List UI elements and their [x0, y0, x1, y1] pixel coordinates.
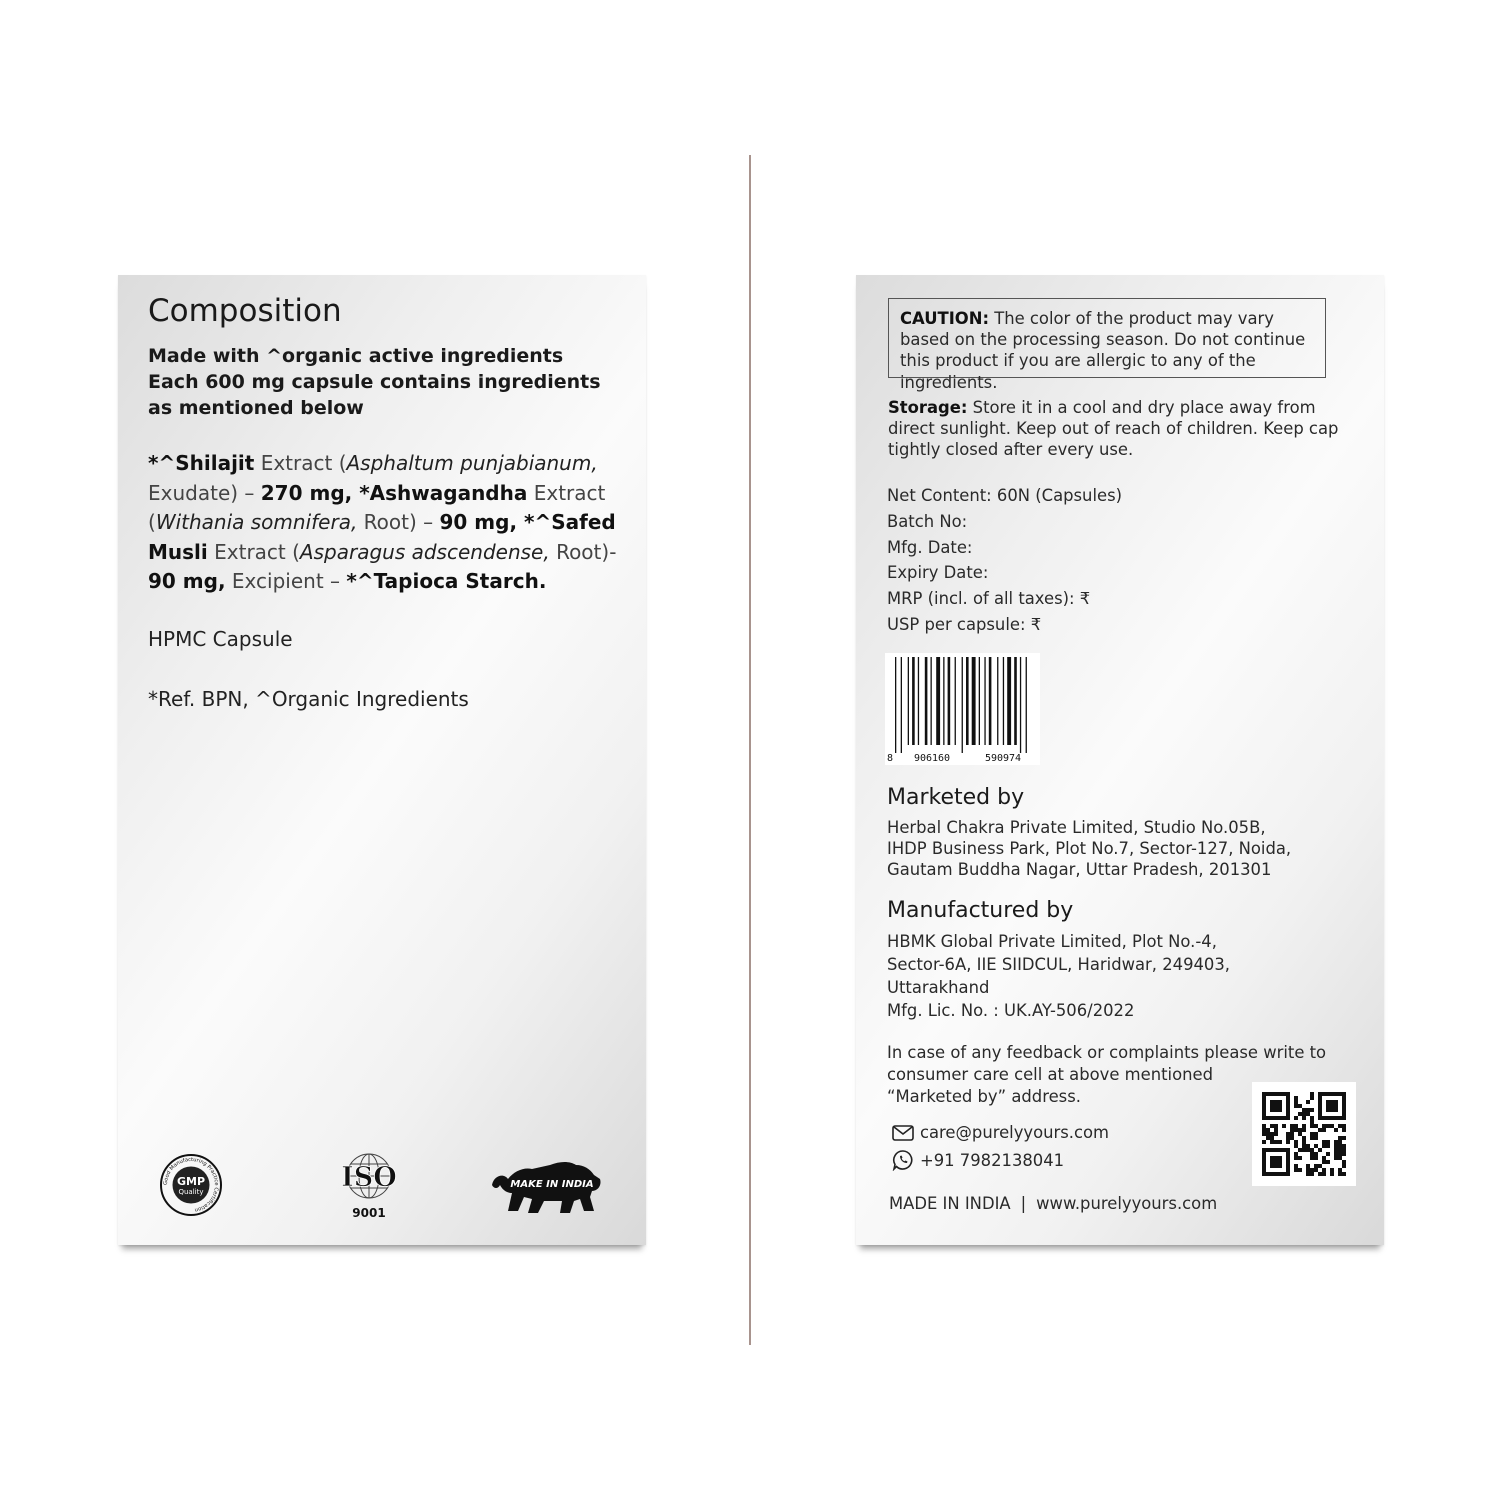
qr-module	[1322, 1156, 1326, 1160]
email-text[interactable]: care@purelyyours.com	[920, 1123, 1110, 1142]
safed-musli-dose: 90 mg,	[148, 569, 226, 594]
qr-module	[1326, 1140, 1330, 1144]
composition-subtitle	[148, 343, 628, 421]
storage-body: Store it in a cool and dry place away from direct sunlight. Keep out of reach of children. Keep cap tightly closed after every use.	[888, 398, 1339, 460]
qr-module	[1318, 1172, 1322, 1176]
manufactured-by-address	[887, 930, 1347, 1022]
qr-module	[1314, 1132, 1318, 1136]
qr-finder	[1318, 1092, 1322, 1120]
barcode-bar	[972, 657, 976, 745]
qr-module	[1310, 1108, 1314, 1112]
qr-module	[1322, 1144, 1326, 1148]
barcode-digit-first: 8	[887, 753, 894, 764]
qr-module	[1294, 1164, 1298, 1168]
qr-module	[1262, 1128, 1266, 1132]
qr-module	[1330, 1172, 1334, 1176]
barcode-bar	[925, 657, 928, 745]
barcode-bar	[895, 657, 896, 753]
qr-module	[1282, 1124, 1286, 1128]
qr-module	[1334, 1140, 1338, 1144]
qr-module	[1326, 1160, 1330, 1164]
caution-box	[888, 298, 1326, 392]
barcode-bar	[912, 657, 915, 745]
qr-module	[1314, 1164, 1318, 1168]
qr-module	[1294, 1128, 1298, 1132]
qr-module	[1294, 1096, 1298, 1100]
iso-text: ISO	[341, 1162, 397, 1193]
qr-module	[1342, 1136, 1346, 1140]
barcode-bar	[936, 657, 940, 745]
qr-module	[1262, 1132, 1266, 1136]
barcode-bar	[997, 657, 998, 745]
safed-musli-latin: Asparagus adscendense,	[299, 539, 550, 564]
qr-module	[1310, 1132, 1314, 1136]
qr-module	[1334, 1128, 1338, 1132]
qr-module	[1330, 1124, 1334, 1128]
qr-module	[1266, 1128, 1270, 1132]
safed-musli-extract: Extract (	[207, 539, 300, 564]
qr-module	[1274, 1140, 1278, 1144]
qr-module	[1286, 1136, 1290, 1140]
qr-module	[1298, 1168, 1302, 1172]
qr-module	[1342, 1152, 1346, 1156]
ashwagandha-extract: Extract (	[148, 480, 606, 535]
safed-musli-part: Root)-	[549, 539, 617, 564]
batch-no: Batch No:	[887, 511, 968, 531]
feedback-line: In case of any feedback or complaints please write to	[887, 1043, 1327, 1062]
qr-module	[1338, 1136, 1342, 1140]
address-line: Gautam Buddha Nagar, Uttar Pradesh, 201301	[887, 860, 1272, 880]
qr-module	[1278, 1140, 1282, 1144]
qr-module	[1298, 1156, 1302, 1160]
qr-module	[1294, 1104, 1298, 1108]
gmp-quality-text: Quality	[178, 1188, 204, 1196]
phone-text[interactable]: +91 7982138041	[920, 1150, 1065, 1170]
mfg-license: Mfg. Lic. No. : UK.AY-506/2022	[887, 1001, 1135, 1020]
qr-module	[1302, 1148, 1306, 1152]
made-in-india-text: MADE IN INDIA	[889, 1194, 1011, 1213]
qr-module	[1286, 1140, 1290, 1144]
barcode-bar	[943, 657, 944, 745]
shilajit-dose: 270 mg,	[260, 480, 353, 505]
qr-module	[1302, 1128, 1306, 1132]
qr-module	[1274, 1124, 1278, 1128]
shilajit-latin: Asphaltum punjabianum,	[346, 451, 598, 475]
email-contact[interactable]	[892, 1123, 1109, 1142]
qr-module	[1322, 1140, 1326, 1144]
caution-label: CAUTION:	[900, 309, 990, 328]
qr-finder	[1318, 1092, 1346, 1096]
qr-module	[1306, 1112, 1310, 1116]
qr-finder	[1342, 1092, 1346, 1120]
qr-module	[1294, 1140, 1298, 1144]
qr-module	[1294, 1116, 1298, 1120]
qr-module	[1306, 1108, 1310, 1112]
address-line: HBMK Global Private Limited, Plot No.-4,	[887, 932, 1217, 951]
net-content: Net Content: 60N (Capsules)	[887, 486, 1123, 505]
phone-contact[interactable]	[892, 1149, 1064, 1171]
qr-module	[1270, 1132, 1274, 1136]
excipient-label: Excipient –	[225, 569, 347, 594]
qr-module	[1318, 1128, 1322, 1132]
qr-module	[1262, 1124, 1266, 1128]
qr-module	[1338, 1172, 1342, 1176]
ingredients-text	[148, 449, 618, 597]
footnote: *Ref. BPN, ^Organic Ingredients	[148, 687, 469, 711]
ashwagandha-latin: Withania somnifera,	[155, 510, 358, 535]
mail-icon	[892, 1125, 914, 1141]
qr-module	[1334, 1144, 1338, 1148]
barcode-bar	[984, 657, 985, 745]
gmp-ring-text: Good Manufacturing Practice Certification	[162, 1156, 220, 1213]
shilajit-name: Shilajit	[175, 451, 255, 475]
barcode-bar	[918, 657, 919, 745]
qr-module	[1342, 1160, 1346, 1164]
qr-module	[1298, 1148, 1302, 1152]
address-line: Herbal Chakra Private Limited, Studio No.05B,	[887, 818, 1266, 837]
barcode-bar	[962, 657, 963, 753]
qr-module	[1294, 1156, 1298, 1160]
shilajit-part: Exudate) –	[148, 480, 261, 505]
qr-finder	[1270, 1100, 1282, 1112]
manufactured-by-title: Manufactured by	[887, 898, 1074, 923]
mrp: MRP (incl. of all taxes): ₹	[887, 589, 1091, 609]
qr-module	[1306, 1164, 1310, 1168]
qr-module	[1270, 1136, 1274, 1140]
qr-module	[1310, 1168, 1314, 1172]
usp-per-capsule: USP per capsule: ₹	[887, 614, 1042, 634]
feedback-line: consumer care cell at above mentioned	[887, 1065, 1213, 1084]
qr-module	[1338, 1168, 1342, 1172]
barcode-bar	[1007, 657, 1011, 745]
barcode-bar	[966, 657, 969, 745]
qr-module	[1310, 1152, 1314, 1156]
shilajit-prefix: *^	[148, 451, 176, 475]
composition-panel	[118, 275, 646, 1245]
composition-title: Composition	[148, 293, 342, 329]
address-line: Uttarakhand	[887, 978, 990, 997]
qr-module	[1310, 1116, 1314, 1120]
barcode-bar	[1026, 657, 1027, 753]
qr-module	[1314, 1168, 1318, 1172]
qr-module	[1334, 1148, 1338, 1152]
barcode-bar	[1014, 657, 1017, 745]
ashwagandha-name: *Ashwagandha	[352, 480, 528, 505]
qr-module	[1334, 1156, 1338, 1160]
qr-module	[1342, 1172, 1346, 1176]
qr-module	[1298, 1104, 1302, 1108]
iso-number: 9001	[352, 1206, 386, 1220]
qr-module	[1270, 1124, 1274, 1128]
qr-module	[1338, 1156, 1342, 1160]
storage-text	[888, 397, 1358, 461]
barcode-bar	[979, 657, 980, 745]
marketed-by-title: Marketed by	[887, 785, 1025, 810]
qr-module	[1322, 1128, 1326, 1132]
address-line: Sector-6A, IIE SIIDCUL, Haridwar, 249403,	[887, 955, 1230, 974]
qr-module	[1314, 1124, 1318, 1128]
barcode-bar	[908, 657, 909, 745]
qr-module	[1302, 1116, 1306, 1120]
barcode-bar	[948, 657, 951, 745]
qr-module	[1302, 1124, 1306, 1128]
qr-module	[1286, 1132, 1290, 1136]
qr-module	[1298, 1128, 1302, 1132]
qr-module	[1302, 1112, 1306, 1116]
qr-module	[1266, 1136, 1270, 1140]
qr-module	[1342, 1148, 1346, 1152]
qr-module	[1342, 1144, 1346, 1148]
qr-module	[1342, 1124, 1346, 1128]
qr-module	[1294, 1124, 1298, 1128]
qr-module	[1322, 1168, 1326, 1172]
barcode-bar	[901, 657, 902, 753]
qr-module	[1310, 1148, 1314, 1152]
qr-code-icon[interactable]	[1252, 1082, 1356, 1186]
qr-module	[1318, 1164, 1322, 1168]
qr-module	[1334, 1152, 1338, 1156]
gmp-text: GMP	[176, 1175, 206, 1188]
qr-module	[1290, 1132, 1294, 1136]
mfg-date: Mfg. Date:	[887, 537, 973, 557]
make-in-india-text: MAKE IN INDIA	[510, 1179, 594, 1190]
qr-module	[1338, 1144, 1342, 1148]
caution-text: The color of the product may vary based on the processing season. Do not continue this product if you are allergic to any of the ingredients.	[900, 309, 1306, 392]
qr-module	[1306, 1100, 1310, 1104]
qr-module	[1314, 1156, 1318, 1160]
ashwagandha-part: Root) –	[357, 510, 440, 535]
qr-module	[1306, 1168, 1310, 1172]
qr-module	[1302, 1136, 1306, 1140]
barcode-bar	[989, 657, 992, 745]
qr-finder	[1262, 1148, 1290, 1152]
qr-module	[1314, 1144, 1318, 1148]
subtitle-line: Made with ^organic active ingredients	[148, 345, 564, 367]
qr-module	[1326, 1144, 1330, 1148]
qr-module	[1294, 1168, 1298, 1172]
qr-module	[1302, 1108, 1306, 1112]
qr-module	[1290, 1136, 1294, 1140]
qr-module	[1310, 1096, 1314, 1100]
barcode-bar	[931, 657, 932, 745]
footer-separator: |	[1020, 1194, 1027, 1213]
qr-module	[1306, 1172, 1310, 1176]
qr-module	[1306, 1144, 1310, 1148]
qr-module	[1310, 1172, 1314, 1176]
qr-module	[1262, 1140, 1266, 1144]
qr-module	[1338, 1148, 1342, 1152]
qr-module	[1338, 1124, 1342, 1128]
qr-module	[1310, 1124, 1314, 1128]
address-line: IHDP Business Park, Plot No.7, Sector-127, Noida,	[887, 839, 1292, 859]
whatsapp-icon	[892, 1149, 914, 1171]
qr-module	[1326, 1152, 1330, 1156]
qr-module	[1298, 1132, 1302, 1136]
qr-module	[1322, 1124, 1326, 1128]
barcode-bar	[955, 657, 956, 745]
qr-module	[1318, 1148, 1322, 1152]
subtitle-line: Each 600 mg capsule contains ingredients as mentioned below	[148, 371, 601, 419]
barcode-digits-right: 590974	[984, 753, 1022, 764]
qr-module	[1302, 1140, 1306, 1144]
qr-module	[1302, 1144, 1306, 1148]
footer	[889, 1194, 1217, 1213]
qr-module	[1290, 1128, 1294, 1132]
qr-finder	[1262, 1148, 1266, 1176]
qr-finder	[1286, 1092, 1290, 1120]
barcode-bar	[1003, 657, 1004, 745]
qr-module	[1314, 1152, 1318, 1156]
info-panel	[856, 275, 1384, 1245]
marketed-by-address	[887, 817, 1347, 881]
qr-module	[1342, 1164, 1346, 1168]
qr-finder	[1318, 1116, 1346, 1120]
qr-module	[1326, 1124, 1330, 1128]
qr-module	[1322, 1172, 1326, 1176]
capsule-type: HPMC Capsule	[148, 627, 293, 651]
storage-label: Storage:	[888, 398, 968, 417]
qr-module	[1322, 1160, 1326, 1164]
shilajit-extract: Extract (	[254, 451, 347, 475]
qr-module	[1298, 1112, 1302, 1116]
qr-finder	[1262, 1092, 1266, 1120]
qr-finder	[1270, 1156, 1282, 1168]
qr-module	[1310, 1136, 1314, 1140]
gmp-quality-icon	[160, 1154, 222, 1216]
qr-module	[1338, 1140, 1342, 1144]
qr-module	[1274, 1128, 1278, 1132]
feedback-line: “Marketed by” address.	[887, 1087, 1081, 1106]
qr-module	[1294, 1100, 1298, 1104]
qr-module	[1310, 1120, 1314, 1124]
center-divider	[749, 155, 751, 1345]
qr-finder	[1326, 1100, 1338, 1112]
qr-module	[1310, 1156, 1314, 1160]
barcode-bar	[1020, 657, 1021, 753]
barcode-icon	[885, 653, 1040, 765]
iso-9001-icon	[336, 1150, 402, 1222]
expiry-date: Expiry Date:	[887, 563, 989, 583]
make-in-india-lion-icon	[490, 1157, 602, 1215]
qr-finder	[1262, 1116, 1290, 1120]
qr-module	[1294, 1152, 1298, 1156]
barcode-digits-left: 906160	[913, 753, 951, 764]
qr-module	[1270, 1140, 1274, 1144]
qr-module	[1314, 1136, 1318, 1140]
qr-finder	[1262, 1172, 1290, 1176]
qr-module	[1266, 1132, 1270, 1136]
qr-module	[1338, 1152, 1342, 1156]
qr-module	[1342, 1128, 1346, 1132]
excipient-value: *^Tapioca Starch.	[346, 569, 547, 594]
website-link[interactable]: www.purelyyours.com	[1036, 1194, 1218, 1213]
safed-musli-name: *^Safed Musli	[148, 510, 616, 564]
ashwagandha-dose: 90 mg,	[439, 510, 518, 535]
qr-finder	[1262, 1092, 1290, 1096]
qr-module	[1310, 1092, 1314, 1096]
qr-module	[1290, 1124, 1294, 1128]
qr-finder	[1286, 1148, 1290, 1176]
qr-module	[1294, 1144, 1298, 1148]
qr-module	[1330, 1168, 1334, 1172]
qr-module	[1274, 1132, 1278, 1136]
qr-module	[1306, 1148, 1310, 1152]
product-details	[887, 483, 1122, 638]
